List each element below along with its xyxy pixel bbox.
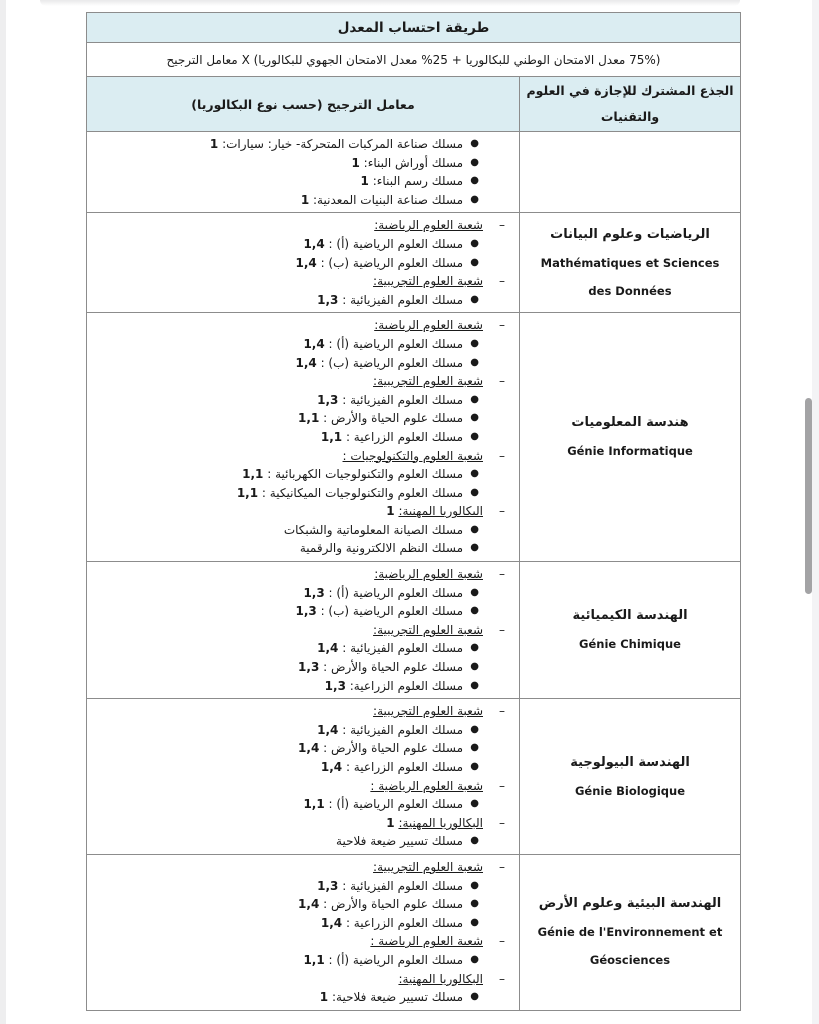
coefficient-value: 1,4 — [303, 236, 325, 251]
bac-track-item — [87, 739, 519, 758]
bullet-icon: ● — [470, 835, 479, 847]
track-name: مسلك علوم الحياة والأرض : — [323, 660, 463, 675]
bullet-icon: ● — [470, 742, 479, 754]
bullet-icon: ● — [470, 723, 479, 735]
bullet-icon: ● — [470, 138, 479, 149]
bac-track-item — [87, 335, 519, 354]
track-name: مسلك العلوم الزراعية : — [345, 915, 463, 930]
bullet-icon: ● — [470, 337, 479, 349]
bac-track-item — [87, 191, 519, 210]
bac-track-item — [87, 291, 519, 310]
bac-stream-heading — [87, 565, 519, 584]
header-row — [87, 77, 741, 132]
bullet-icon: ● — [470, 523, 479, 535]
bullet-icon: ● — [470, 412, 479, 424]
bac-track-item — [87, 895, 519, 914]
bac-track-item — [87, 391, 519, 410]
bac-track-item — [87, 521, 519, 540]
bullet-icon: ● — [470, 468, 479, 480]
stream-name: شعبة العلوم الرياضية: — [374, 218, 483, 233]
coefficient-value: 1,1 — [303, 952, 325, 967]
stream-name: شعبة العلوم الرياضية: — [374, 567, 483, 582]
coefficient-value: 1,4 — [303, 336, 325, 351]
track-name: مسلك النظم الالكترونية والرقمية — [299, 541, 463, 556]
bac-track-item — [87, 602, 519, 621]
bullet-icon: ● — [470, 430, 479, 442]
bullet-icon: ● — [470, 237, 479, 249]
formula-row — [87, 43, 741, 77]
coefficient-cell — [87, 854, 520, 1010]
bac-stream-heading — [87, 970, 519, 989]
programme-row — [87, 313, 741, 562]
dash-marker-icon: – — [499, 778, 505, 793]
bac-stream-heading — [87, 272, 519, 291]
scrollbar-track[interactable] — [812, 0, 819, 1024]
coefficient-value: 1,3 — [317, 878, 339, 893]
bac-track-item — [87, 721, 519, 740]
stream-name: البكالوريا المهنية: — [398, 971, 483, 986]
bullet-icon: ● — [470, 879, 479, 891]
coefficient-value: 1,1 — [242, 467, 264, 482]
track-name: مسلك العلوم الرياضية (أ) : — [328, 585, 463, 600]
dash-marker-icon: – — [499, 567, 505, 582]
stream-name: شعبة العلوم التجريبية: — [373, 859, 483, 874]
bullet-icon: ● — [470, 586, 479, 598]
programme-name-arabic: الهندسة الكيميائية — [572, 608, 688, 624]
stream-name: البكالوريا المهنية: — [398, 504, 483, 519]
track-name: مسلك الصيانة المعلوماتية والشبكات — [283, 522, 463, 537]
bullet-icon: ● — [470, 642, 479, 654]
coefficient-column-header: معامل الترجيح (حسب نوع البكالوريا) — [87, 77, 520, 132]
bullet-icon: ● — [470, 156, 479, 168]
bac-stream-heading — [87, 858, 519, 877]
track-name: مسلك العلوم الرياضية (أ) : — [328, 336, 463, 351]
formula-text: (75% معدل الامتحان الوطني للبكالوريا + 25% معدل الامتحان الجهوي للبكالوريا) X معامل الترجيح — [87, 43, 741, 77]
coefficient-value: 1,3 — [317, 292, 339, 307]
track-name: مسلك العلوم الفيزيائية : — [342, 641, 463, 656]
coefficient-value: 1 — [209, 137, 219, 151]
coefficient-list — [87, 132, 519, 212]
programme-row — [87, 132, 741, 213]
bullet-icon: ● — [470, 679, 479, 691]
bac-stream-heading — [87, 702, 519, 721]
bac-stream-heading — [87, 932, 519, 951]
bac-track-item — [87, 428, 519, 447]
bullet-icon: ● — [470, 293, 479, 305]
stream-name: شعبة العلوم التجريبية: — [373, 704, 483, 719]
coefficient-value: 1,4 — [317, 722, 339, 737]
coefficient-value: 1,4 — [320, 915, 343, 930]
dash-marker-icon: – — [499, 934, 505, 949]
coefficient-list — [87, 855, 519, 1010]
bac-track-item — [87, 988, 519, 1007]
bac-track-item — [87, 135, 519, 154]
coefficient-cell — [87, 562, 520, 699]
bullet-icon: ● — [470, 916, 479, 928]
stream-name: شعبة العلوم التجريبية: — [373, 374, 483, 389]
track-name: مسلك العلوم والتكنولوجيات الميكانيكية : — [261, 485, 463, 500]
programme-name-french: Génie Informatique — [567, 444, 693, 459]
coefficient-value: 1 — [351, 155, 360, 170]
coefficient-list — [87, 213, 519, 312]
bac-stream-heading — [87, 447, 519, 466]
programme-name-cell — [520, 313, 741, 562]
track-name: مسلك علوم الحياة والأرض : — [323, 897, 463, 912]
bac-track-item — [87, 658, 519, 677]
programme-name-cell — [520, 213, 741, 313]
track-name: مسلك تسيير ضيعة فلاحية — [336, 834, 463, 849]
coefficient-cell — [87, 213, 520, 313]
bullet-icon: ● — [470, 486, 479, 498]
programme-row — [87, 854, 741, 1010]
dash-marker-icon: – — [499, 374, 505, 389]
coefficient-value: 1 — [360, 174, 369, 189]
track-name: مسلك العلوم الرياضية (أ) : — [328, 797, 463, 812]
dash-marker-icon: – — [499, 815, 505, 830]
track-name: مسلك العلوم الفيزيائية : — [342, 392, 463, 407]
coefficient-value: 1,3 — [317, 392, 339, 407]
programme-name-cell — [520, 132, 741, 213]
track-name: مسلك صناعة البنيات المعدنية: — [313, 192, 463, 207]
track-name: مسلك أوراش البناء: — [363, 155, 463, 170]
bac-track-item — [87, 154, 519, 173]
track-name: مسلك العلوم الرياضية (أ) : — [328, 236, 463, 251]
bac-track-item — [87, 172, 519, 191]
bullet-icon: ● — [470, 193, 479, 205]
bac-track-item — [87, 254, 519, 273]
coefficient-value: 1,1 — [303, 797, 325, 812]
coefficient-value: 1,4 — [298, 897, 320, 912]
coefficient-value: 1,4 — [317, 641, 339, 656]
bac-track-item — [87, 409, 519, 428]
bac-track-item — [87, 951, 519, 970]
coefficient-value: 1 — [300, 192, 310, 207]
average-calculation-table — [86, 12, 741, 1011]
programme-name-french: Mathématiques et Sciences des Données — [540, 255, 720, 298]
bac-stream-heading — [87, 621, 519, 640]
bac-track-item — [87, 584, 519, 603]
dash-marker-icon: – — [499, 274, 505, 289]
bullet-icon: ● — [470, 798, 479, 810]
bullet-icon: ● — [470, 356, 479, 368]
stream-name: شعبة العلوم الرياضية : — [370, 934, 483, 949]
track-name: مسلك علوم الحياة والأرض : — [323, 741, 463, 756]
track-name: مسلك العلوم الرياضية (ب) : — [320, 355, 463, 370]
coefficient-value: 1,1 — [236, 485, 259, 500]
coefficient-value: 1,3 — [303, 585, 325, 600]
bullet-icon: ● — [470, 542, 479, 554]
dash-marker-icon: – — [499, 448, 505, 463]
track-name: مسلك صناعة المركبات المتحركة- خيار: سيارات: — [222, 137, 463, 151]
coefficient-value: 1,4 — [295, 355, 317, 370]
track-name: مسلك العلوم الزراعية : — [345, 760, 463, 774]
stream-name: البكالوريا المهنية: — [398, 815, 483, 830]
bac-stream-heading — [87, 502, 519, 521]
bullet-icon: ● — [470, 761, 479, 772]
window-left-edge — [0, 0, 6, 1024]
scrollbar-thumb[interactable] — [805, 398, 812, 594]
coefficient-cell — [87, 132, 520, 213]
bullet-icon: ● — [470, 175, 479, 187]
bac-track-item — [87, 465, 519, 484]
track-name: مسلك علوم الحياة والأرض : — [323, 411, 463, 426]
programme-row — [87, 699, 741, 855]
programme-name-arabic: الهندسة البيئية وعلوم الأرض — [538, 896, 722, 912]
track-name: مسلك العلوم الفيزيائية : — [342, 292, 463, 307]
bac-stream-heading — [87, 216, 519, 235]
dash-marker-icon: – — [499, 859, 505, 874]
coefficient-list — [87, 313, 519, 561]
bac-stream-heading — [87, 372, 519, 391]
bac-track-item — [87, 354, 519, 373]
coefficient-value: 1,1 — [320, 429, 343, 444]
bullet-icon: ● — [470, 256, 479, 268]
coefficient-cell — [87, 313, 520, 562]
coefficient-list — [87, 699, 519, 854]
bac-track-item — [87, 758, 519, 777]
bullet-icon: ● — [470, 898, 479, 910]
coefficient-value: 1 — [386, 815, 395, 830]
coefficient-value: 1,4 — [298, 741, 320, 756]
bullet-icon: ● — [470, 605, 479, 617]
programme-name-arabic: الرياضيات وعلوم البيانات — [550, 226, 710, 242]
bac-stream-heading — [87, 316, 519, 335]
dash-marker-icon: – — [499, 971, 505, 986]
track-name: مسلك رسم البناء: — [372, 174, 463, 189]
track-name: مسلك العلوم الزراعية : — [345, 429, 463, 444]
coefficient-value: 1 — [319, 990, 329, 1005]
programme-name-arabic: الهندسة البيولوجية — [570, 754, 690, 770]
bac-stream-heading — [87, 814, 519, 833]
bullet-icon: ● — [470, 991, 479, 1003]
bac-track-item — [87, 914, 519, 933]
bac-stream-heading — [87, 777, 519, 796]
programme-name-cell — [520, 699, 741, 855]
stream-name: شعبة العلوم الرياضية: — [374, 318, 483, 333]
bac-track-item — [87, 877, 519, 896]
programme-name-french: Génie de l'Environnement et Géosciences — [537, 925, 723, 968]
dash-marker-icon: – — [499, 218, 505, 233]
programme-name-cell — [520, 854, 741, 1010]
coefficient-value: 1 — [386, 504, 395, 519]
bullet-icon: ● — [470, 661, 479, 673]
track-name: مسلك العلوم الزراعية: — [349, 678, 463, 693]
bac-track-item — [87, 539, 519, 558]
stream-name: شعبة العلوم الرياضية : — [370, 778, 483, 793]
dash-marker-icon: – — [499, 318, 505, 333]
stream-name: شعبة العلوم التجريبية: — [373, 622, 483, 637]
stream-name: شعبة العلوم والتكنولوجيات : — [342, 448, 483, 463]
track-name: مسلك تسيير ضيعة فلاحية: — [331, 990, 463, 1005]
bullet-icon: ● — [470, 393, 479, 405]
track-name: مسلك العلوم والتكنولوجيات الكهربائية : — [267, 467, 463, 482]
programme-name-cell — [520, 562, 741, 699]
programme-column-header: الجذع المشترك للإجازة في العلوم والتقنيات — [520, 77, 741, 132]
track-name: مسلك العلوم الرياضية (ب) : — [320, 604, 463, 619]
coefficient-value: 1,3 — [324, 678, 346, 693]
programme-row — [87, 562, 741, 699]
programme-name-arabic: هندسة المعلوميات — [571, 415, 689, 431]
coefficient-value: 1,3 — [298, 660, 320, 675]
programme-row — [87, 213, 741, 313]
stream-name: شعبة العلوم التجريبية: — [373, 274, 483, 289]
bac-track-item — [87, 484, 519, 503]
bac-track-item — [87, 677, 519, 696]
track-name: مسلك العلوم الفيزيائية : — [342, 722, 463, 737]
title-row — [87, 13, 741, 43]
dash-marker-icon: – — [499, 622, 505, 637]
coefficient-value: 1,1 — [298, 411, 320, 426]
programme-name-french: Génie Biologique — [574, 783, 685, 798]
coefficient-value: 1,4 — [295, 255, 317, 270]
programme-name-french: Génie Chimique — [579, 637, 681, 652]
bac-track-item — [87, 832, 519, 851]
bac-track-item — [87, 235, 519, 254]
dash-marker-icon: – — [499, 504, 505, 519]
bac-track-item — [87, 795, 519, 814]
track-name: مسلك العلوم الفيزيائية : — [342, 878, 463, 893]
coefficient-cell — [87, 699, 520, 855]
bullet-icon: ● — [470, 953, 479, 965]
top-shadow — [40, 0, 740, 6]
coefficient-list — [87, 562, 519, 698]
track-name: مسلك العلوم الرياضية (أ) : — [328, 952, 463, 967]
coefficient-value: 1,3 — [295, 604, 317, 619]
bac-track-item — [87, 639, 519, 658]
table-title: طريقة احتساب المعدل — [87, 13, 741, 43]
dash-marker-icon: – — [499, 704, 505, 719]
coefficient-value: 1,4 — [320, 760, 343, 774]
track-name: مسلك العلوم الرياضية (ب) : — [320, 255, 463, 270]
